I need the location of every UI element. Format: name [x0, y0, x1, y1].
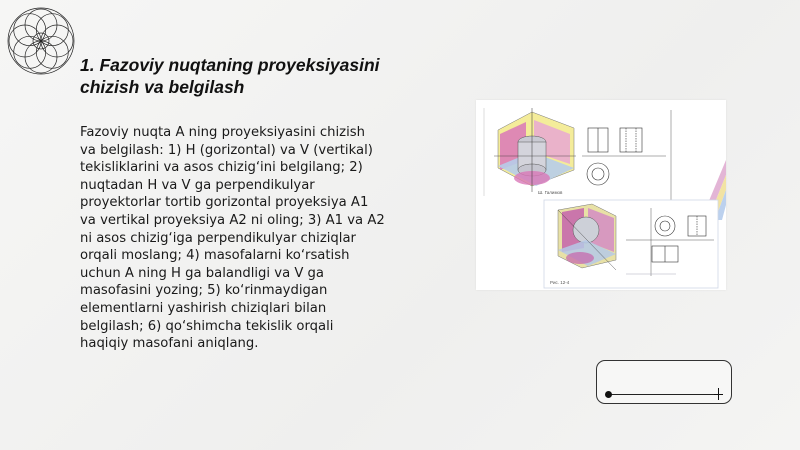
- slider-track[interactable]: [608, 394, 720, 395]
- body-line: va belgilash: 1) H (gorizontal) va V (vertikal): [80, 142, 373, 158]
- body-line: masofasini yozing; 5) ko‘rinmaydigan: [80, 283, 328, 299]
- projection-figure: [476, 100, 726, 290]
- body-line: proyektorlar tortib gorizontal proyeksiya A1: [80, 195, 369, 211]
- slider-control[interactable]: [596, 360, 732, 404]
- body-line: va vertikal proyeksiya A2 ni oling; 3) A1 va A2: [80, 212, 385, 228]
- body-line: elementlarni yashirish chiziqlari bilan: [80, 300, 327, 316]
- figure-caption-top: Ш. Галимов: [538, 190, 563, 195]
- body-line: haqiqiy masofani aniqlang.: [80, 336, 259, 352]
- plus-icon[interactable]: [714, 388, 723, 400]
- slide-title-line1: 1. Fazoviy nuqtaning proyeksiyasini: [80, 55, 380, 75]
- body-line: nuqtadan H va V ga perpendikulyar: [80, 177, 315, 193]
- isometric-drawing-top: [484, 108, 576, 196]
- geometric-rosette-icon: [4, 4, 78, 78]
- body-line: tekisliklarini va asos chizig‘ini belgilang; 2): [80, 160, 363, 176]
- figure-caption-bottom: Рис. 12-4: [550, 280, 570, 285]
- orthographic-views-top: [582, 128, 666, 185]
- body-line: ni asos chizig‘iga perpendikulyar chiziqlar: [80, 230, 356, 246]
- body-line: uchun A ning H ga balandligi va V ga: [80, 265, 325, 281]
- slide-body-text: [80, 124, 420, 353]
- dot-icon[interactable]: [605, 391, 612, 398]
- projection-drawing: [476, 100, 726, 290]
- slide-title-line2: chizish va belgilash: [80, 77, 245, 97]
- body-line: Fazoviy nuqta A ning proyeksiyasini chizish: [80, 125, 365, 140]
- slide-title: [80, 54, 440, 98]
- body-line: belgilash; 6) qo‘shimcha tekislik orqali: [80, 318, 334, 334]
- body-line: orqali moslang; 4) masofalarni ko‘rsatish: [80, 248, 350, 264]
